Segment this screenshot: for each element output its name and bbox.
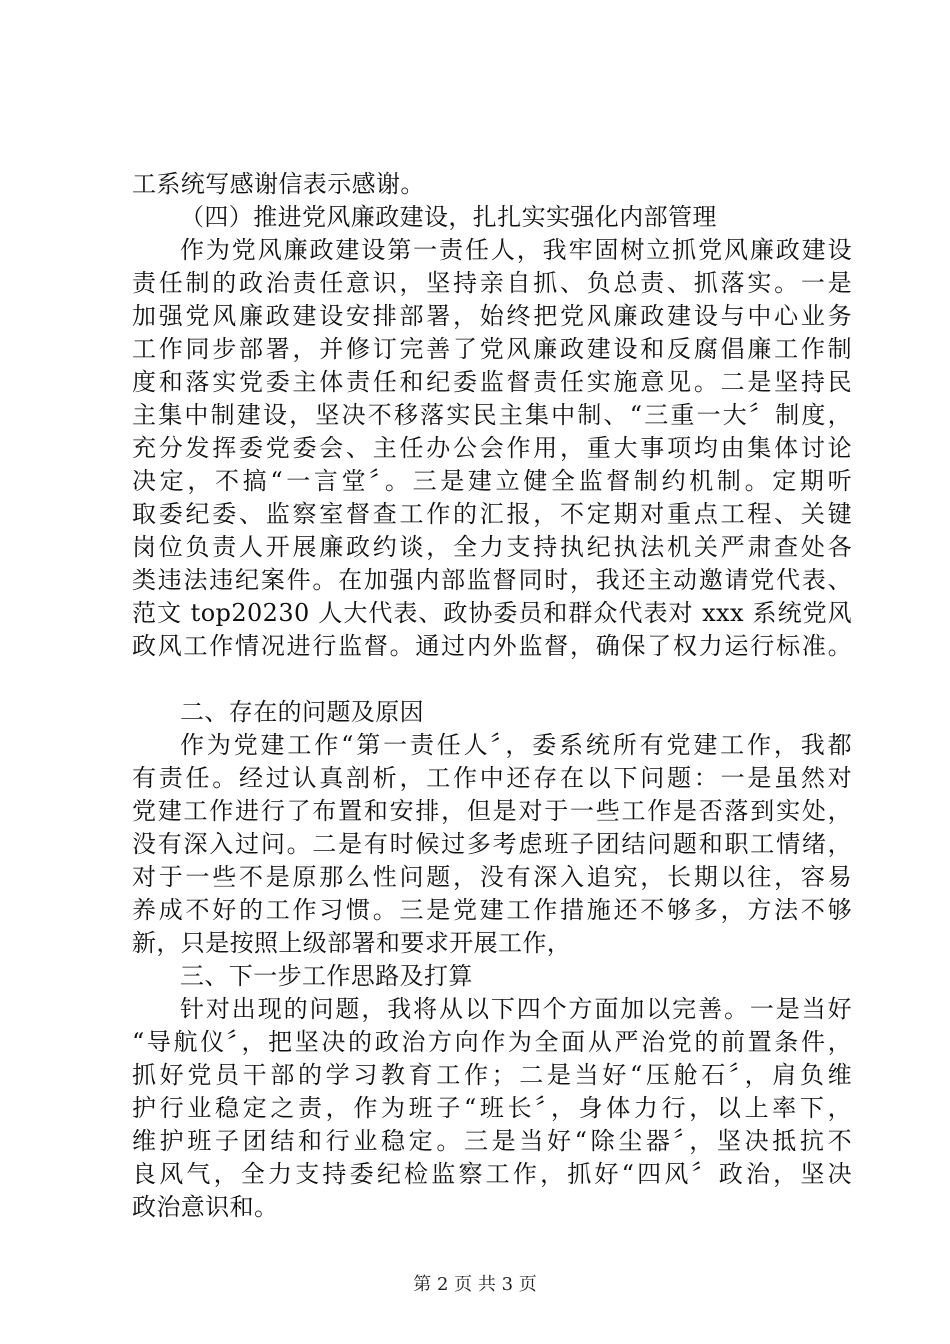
text-line: 类违法违纪案件。在加强内部监督同时，我还主动邀请党代表、: [132, 566, 852, 594]
text-line: 度和落实党委主体责任和纪委监督责任实施意见。二是坚持民: [132, 368, 852, 396]
text-line: 维护班子团结和行业稳定。三是当好“除尘器〞，坚决抵抗不: [132, 1127, 852, 1155]
text-line: 没有深入过问。二是有时候过多考虑班子团结问题和职工情绪，: [132, 830, 852, 858]
text-line: 政风工作情况进行监督。通过内外监督，确保了权力运行标准。: [132, 632, 852, 660]
text-line: 政治意识和。: [132, 1193, 279, 1221]
text-line: 加强党风廉政建设安排部署，始终把党风廉政建设与中心业务: [132, 302, 852, 330]
text-line: “导航仪〞，把坚决的政治方向作为全面从严治党的前置条件，: [132, 1028, 852, 1056]
text-line: 岗位负责人开展廉政约谈，全力支持执纪执法机关严肃查处各: [132, 533, 852, 561]
text-line: 对于一些不是原那么性问题，没有深入追究，长期以往，容易: [132, 863, 852, 891]
text-line: 作为党风廉政建设第一责任人，我牢固树立抓党风廉政建设: [180, 236, 852, 264]
text-line: 决定，不搞“一言堂〞。三是建立健全监督制约机制。定期听: [132, 467, 852, 495]
text-line: 护行业稳定之责，作为班子“班长〞，身体力行，以上率下，: [132, 1094, 852, 1122]
text-line: 取委纪委、监察室督查工作的汇报，不定期对重点工程、关键: [132, 500, 852, 528]
text-line: 工作同步部署，并修订完善了党风廉政建设和反腐倡廉工作制: [132, 335, 852, 363]
page-number-footer: 第 2 页 共 3 页: [413, 1274, 537, 1295]
paragraph-gap: [132, 663, 852, 696]
text-line: 主集中制建设，坚决不移落实民主集中制、“三重一大〞制度，: [132, 401, 852, 429]
text-line: 良风气，全力支持委纪检监察工作，抓好“四风〞政治，坚决: [132, 1160, 852, 1188]
text-line: 范文 top20230 人大代表、政协委员和群众代表对 xxx 系统党风: [132, 599, 852, 627]
text-line: 责任制的政治责任意识，坚持亲自抓、负总责、抓落实。一是: [132, 269, 852, 297]
text-line: 养成不好的工作习惯。三是党建工作措施还不够多，方法不够: [132, 896, 852, 924]
text-line: 工系统写感谢信表示感谢。: [132, 170, 425, 198]
section-heading: 三、下一步工作思路及打算: [180, 962, 473, 990]
section-heading: （四）推进党风廉政建设，扎扎实实强化内部管理: [180, 203, 717, 231]
text-line: 充分发挥委党委会、主任办公会作用，重大事项均由集体讨论: [132, 434, 852, 462]
text-line: 有责任。经过认真剖析，工作中还存在以下问题：一是虽然对: [132, 764, 852, 792]
text-line: 新，只是按照上级部署和要求开展工作，: [132, 929, 572, 957]
text-line: 针对出现的问题，我将从以下四个方面加以完善。一是当好: [180, 995, 852, 1023]
text-line: 党建工作进行了布置和安排，但是对于一些工作是否落到实处，: [132, 797, 852, 825]
text-line: 抓好党员干部的学习教育工作；二是当好“压舱石〞，肩负维: [132, 1061, 852, 1089]
text-line: 作为党建工作“第一责任人〞，委系统所有党建工作，我都: [180, 731, 852, 759]
document-body: [132, 168, 852, 1224]
section-heading: 二、存在的问题及原因: [180, 698, 424, 726]
